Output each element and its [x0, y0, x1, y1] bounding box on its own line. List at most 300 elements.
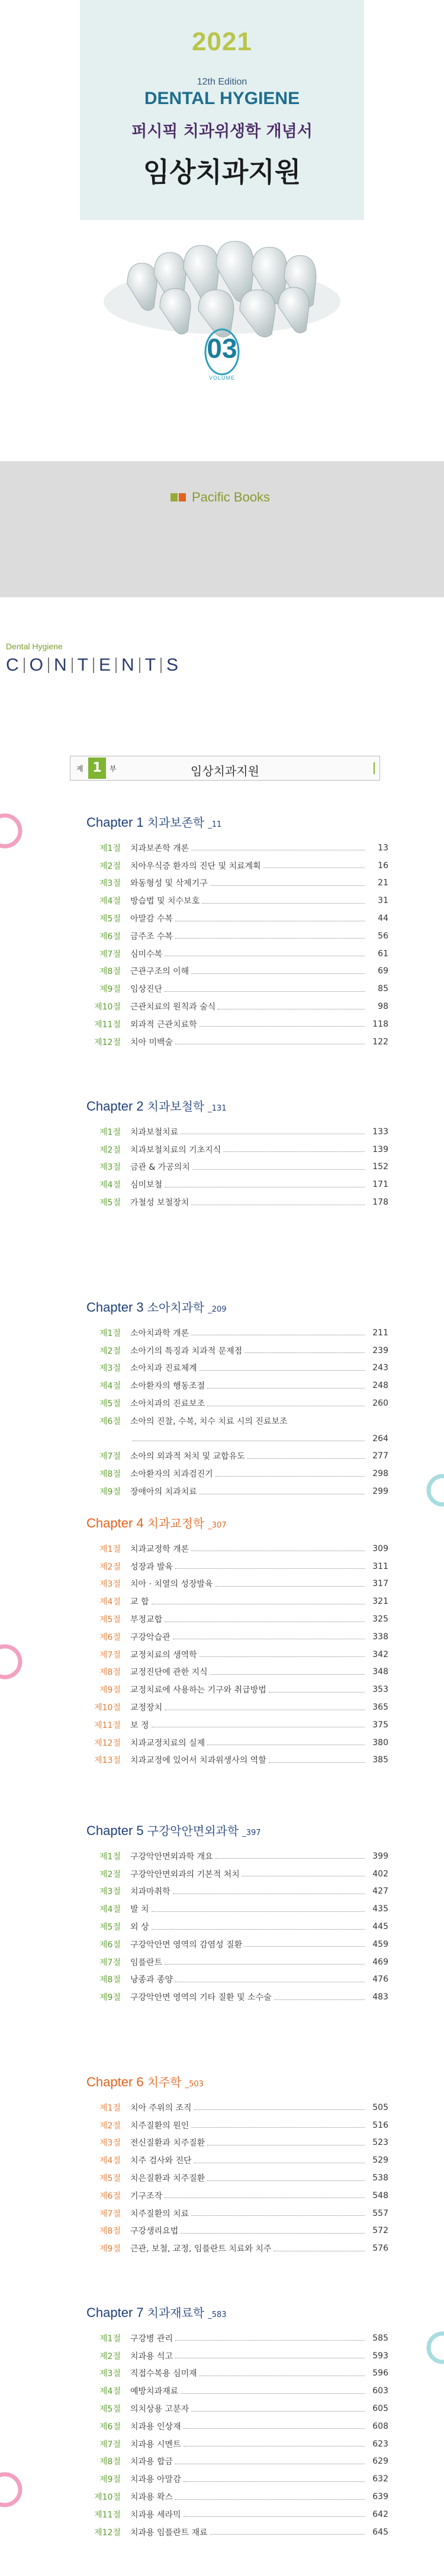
leader-dots	[202, 903, 365, 904]
toc-entry[interactable]	[86, 1394, 388, 1412]
chapter-name: 치과보존학	[147, 815, 205, 830]
section-number: 제6절	[99, 2422, 121, 2432]
section-number: 제8절	[99, 1668, 121, 1678]
section-title: 교정치료에 사용하는 기구와 취급방법	[130, 1685, 266, 1695]
section-title: 구강생리요법	[130, 2227, 179, 2237]
toc-entry[interactable]	[86, 2117, 388, 2134]
toc-entry[interactable]	[86, 1716, 388, 1734]
section-title: 전신질환과 치주질환	[130, 2138, 205, 2148]
toc-entry[interactable]	[86, 1681, 388, 1698]
leader-dots	[194, 2109, 365, 2110]
section-title: 근관, 보철, 교정, 임플란트 치료와 치주	[130, 2244, 272, 2254]
part-prefix: 제	[76, 765, 83, 773]
section-page: 629	[372, 2457, 388, 2467]
section-title: 심미수복	[130, 949, 163, 959]
section-number: 제6절	[99, 1940, 121, 1950]
section-title: 치아우식증 환자의 진단 및 치료계획	[130, 861, 261, 871]
toc-entry[interactable]	[86, 2187, 388, 2205]
leader-dots	[152, 1929, 365, 1930]
section-number: 제2절	[99, 2351, 121, 2361]
section-title: 치과용 인상재	[130, 2422, 181, 2432]
section-title: 치주질환의 치료	[130, 2209, 189, 2219]
section-number: 제4절	[99, 1381, 121, 1391]
leader-dots	[165, 1964, 365, 1965]
toc-entry[interactable]	[86, 1483, 388, 1500]
section-number: 제4절	[99, 1905, 121, 1915]
section-title: 교정치료의 생역학	[130, 1650, 197, 1660]
chapter-name: 소아치과학	[147, 1300, 205, 1315]
section-title: 치아 주위의 조직	[130, 2103, 192, 2113]
toc-entry[interactable]	[86, 1193, 388, 1211]
part-number: 1	[88, 758, 106, 779]
section-title: 기구조작	[130, 2191, 163, 2201]
contents-title	[6, 655, 178, 675]
section-title: 소아의 진찰, 수복, 치수 치료 시의 진료보조	[130, 1416, 288, 1426]
toc-entry[interactable]	[86, 2222, 388, 2240]
cover-year: 2021	[192, 27, 252, 56]
section-title: 소아환자의 치과검진기	[130, 1470, 213, 1480]
chapter-block	[86, 1298, 388, 1500]
chapter-heading[interactable]	[86, 1821, 388, 1847]
toc-entry[interactable]	[86, 1540, 388, 1558]
cover-title: 임상치과지원	[143, 156, 301, 188]
chapter-block	[86, 1821, 388, 2006]
section-number: 제6절	[99, 1416, 121, 1426]
section-title: 치은질환과 치주질환	[130, 2174, 205, 2184]
leader-dots	[200, 1656, 365, 1657]
section-number: 제6절	[99, 931, 121, 941]
toc-entry[interactable]	[86, 1575, 388, 1593]
contents-letter: N	[54, 655, 67, 675]
section-title: 금주조 수복	[130, 931, 173, 941]
section-title: 외과적 근관치료학	[130, 1020, 197, 1030]
toc-entry[interactable]	[86, 2435, 388, 2453]
section-page: 642	[372, 2509, 388, 2519]
section-title: 치아 미백술	[130, 1037, 173, 1047]
section-number: 제2절	[99, 861, 121, 871]
pink-circle-decoration	[0, 2457, 24, 2522]
section-page: 639	[372, 2492, 388, 2502]
section-number: 제7절	[99, 949, 121, 959]
section-number: 제2절	[99, 1145, 121, 1155]
contents-letter: E	[99, 655, 111, 675]
section-number: 제9절	[99, 985, 121, 995]
chapter-block	[86, 813, 388, 1051]
section-title: 직접수복용 심미재	[130, 2369, 197, 2379]
toc-entry[interactable]	[86, 1158, 388, 1176]
section-page: 299	[372, 1487, 388, 1497]
chapter-label: Chapter 3	[86, 1300, 144, 1315]
toc-entry[interactable]	[86, 1342, 388, 1360]
section-title: 구강악안면 영역의 기타 질환 및 소수술	[130, 1993, 272, 2003]
toc-entry[interactable]	[86, 1734, 388, 1752]
cover-volume-label: VOLUME	[208, 375, 235, 381]
section-number: 제12절	[94, 1037, 121, 1047]
contents-letter: N	[121, 655, 134, 675]
section-number: 제4절	[99, 1597, 121, 1607]
chapter-label: Chapter 4	[86, 1516, 144, 1530]
chapter-label: Chapter 1	[86, 815, 144, 830]
section-title: 치주질환의 원인	[130, 2121, 189, 2131]
chapter-name: 구강악안면외과학	[147, 1824, 239, 1838]
section-title: 소아치과학 개론	[130, 1328, 189, 1338]
section-number: 제6절	[99, 1632, 121, 1642]
section-page: 317	[372, 1579, 388, 1589]
section-page: 243	[372, 1363, 388, 1373]
section-title: 금관 & 가공의치	[130, 1163, 190, 1173]
chapter-label: Chapter 7	[86, 2305, 144, 2320]
toc-entry[interactable]	[86, 2240, 388, 2257]
section-number: 제7절	[99, 1957, 121, 1967]
section-number: 제9절	[99, 1993, 121, 2003]
section-number: 제1절	[99, 843, 121, 853]
toc-entry[interactable]	[86, 892, 388, 910]
toc-entry[interactable]	[86, 1936, 388, 1953]
leader-dots	[274, 1999, 365, 2000]
section-number: 제10절	[94, 1002, 121, 1012]
chapter-heading[interactable]	[86, 1298, 388, 1324]
section-page: 139	[372, 1144, 388, 1154]
toc-entry[interactable]	[86, 1015, 388, 1033]
section-page: 118	[372, 1019, 388, 1029]
toc-entry[interactable]	[86, 1465, 388, 1483]
section-title: 치과교정학 개론	[130, 1544, 189, 1554]
section-page: 239	[372, 1345, 388, 1355]
section-title: 장애아의 치과치료	[130, 1487, 197, 1497]
cover-edition: 12th Edition	[197, 77, 247, 87]
toc-entry[interactable]	[86, 1883, 388, 1901]
contents-letter: T	[144, 655, 156, 675]
section-number: 제3절	[99, 879, 121, 889]
part-header	[70, 756, 380, 781]
section-title: 치과용 시멘트	[130, 2439, 181, 2449]
section-page: 98	[378, 1002, 388, 1012]
section-title: 발 치	[130, 1905, 149, 1915]
section-page: 605	[372, 2404, 388, 2414]
section-title: 근관구조의 이해	[130, 967, 189, 977]
contents-letter: O	[29, 655, 44, 675]
section-page: 298	[372, 1469, 388, 1479]
leader-dots	[165, 991, 365, 992]
section-number: 제4절	[99, 2156, 121, 2166]
toc-entry[interactable]	[86, 1847, 388, 1865]
leader-dots	[191, 973, 365, 974]
section-page: 529	[372, 2156, 388, 2166]
section-number: 제1절	[99, 2103, 121, 2113]
section-title: 치과용 왁스	[130, 2493, 173, 2503]
toc-entry[interactable]	[86, 2151, 388, 2169]
section-page: 476	[372, 1975, 388, 1985]
contents-letter-divider	[24, 658, 25, 673]
section-number: 제1절	[99, 1544, 121, 1554]
book-cover	[0, 0, 444, 461]
contents-letter-divider	[115, 658, 117, 673]
toc-entry[interactable]	[86, 2453, 388, 2471]
toc-entry[interactable]	[86, 1900, 388, 1918]
contents-letter-divider	[48, 658, 49, 673]
toc-entry[interactable]	[86, 1752, 388, 1769]
contents-letter-divider	[139, 658, 140, 673]
chapter-name: 치과재료학	[147, 2306, 205, 2320]
toc-entry[interactable]	[86, 2382, 388, 2400]
section-title: 치과교정에 있어서 치과위생사의 역할	[130, 1756, 266, 1766]
section-number: 제2절	[99, 2121, 121, 2131]
toc-entry[interactable]	[86, 1988, 388, 2006]
section-page: 596	[372, 2368, 388, 2378]
section-page: 523	[372, 2138, 388, 2148]
toc-entry[interactable]	[86, 1412, 388, 1430]
section-page: 402	[372, 1869, 388, 1879]
cover-volume-number: 03	[207, 333, 237, 364]
section-page: 338	[372, 1632, 388, 1642]
section-page: 623	[372, 2439, 388, 2449]
cover-brand: DENTAL HYGIENE	[144, 89, 300, 108]
section-title: 보 정	[130, 1720, 149, 1730]
toc-entry[interactable]	[86, 1953, 388, 1971]
leader-dots	[210, 885, 365, 886]
section-page: 505	[372, 2102, 388, 2112]
toc-entry[interactable]	[86, 875, 388, 892]
toc-entry[interactable]	[86, 998, 388, 1015]
section-title: 치과마취학	[130, 1887, 170, 1897]
section-title: 치과용 임플란트 재료	[130, 2528, 208, 2538]
section-page: 593	[372, 2351, 388, 2361]
section-title: 외 상	[130, 1923, 149, 1933]
leader-dots	[181, 2233, 365, 2234]
leader-dots	[184, 2516, 365, 2517]
section-page: 342	[372, 1649, 388, 1659]
section-number: 제5절	[99, 2174, 121, 2184]
leader-dots	[269, 1762, 365, 1763]
part-suffix: 부	[110, 765, 117, 773]
section-page: 178	[372, 1198, 388, 1208]
section-page: 171	[372, 1180, 388, 1190]
section-page: 277	[372, 1451, 388, 1461]
toc-entry[interactable]	[86, 963, 388, 980]
toc-entry[interactable]	[86, 2470, 388, 2488]
chapter-page: _209	[208, 1305, 227, 1314]
section-page: 211	[372, 1328, 388, 1338]
leader-dots	[152, 1911, 365, 1912]
contents-letter-divider	[93, 658, 94, 673]
toc-entry[interactable]	[86, 1360, 388, 1377]
chapter-heading[interactable]	[86, 1514, 388, 1540]
toc-entry[interactable]	[86, 1628, 388, 1646]
chapter-label: Chapter 5	[86, 1823, 144, 1838]
publisher-logo	[170, 490, 270, 505]
toc-entry[interactable]	[86, 2365, 388, 2383]
chapter-heading[interactable]	[86, 2073, 388, 2099]
part-title: 임상치과지원	[191, 764, 259, 778]
toc-entry[interactable]	[86, 2523, 388, 2541]
toc-entry[interactable]	[86, 2488, 388, 2506]
toc-entry[interactable]	[86, 1141, 388, 1158]
section-title: 소아의 외과적 처치 및 교합유도	[130, 1452, 245, 1462]
toc-entry[interactable]	[86, 1448, 388, 1465]
cover-subtitle: 퍼시픽 치과위생학 개념서	[131, 122, 313, 141]
section-page: 13	[378, 843, 388, 853]
toc-entry[interactable]	[86, 1646, 388, 1664]
section-page: 399	[372, 1851, 388, 1861]
toc-entry[interactable]	[86, 1593, 388, 1610]
section-title: 치과용 아말감	[130, 2475, 181, 2485]
leader-dots	[184, 2428, 365, 2429]
section-page: 380	[372, 1737, 388, 1747]
section-title: 치과용 석고	[130, 2351, 173, 2361]
section-title: 교정진단에 관한 지식	[130, 1668, 208, 1678]
publisher-logo-icon	[170, 491, 188, 503]
toc-entry[interactable]	[86, 1123, 388, 1141]
toc-entry[interactable]	[86, 910, 388, 927]
toc-entry[interactable]	[86, 1558, 388, 1575]
section-number: 제8절	[99, 1470, 121, 1480]
section-page: 85	[378, 984, 388, 994]
section-title: 치과용 합금	[130, 2457, 173, 2467]
chapter-block	[86, 2303, 388, 2541]
chapter-name: 치과보철학	[147, 1099, 205, 1114]
toc-entry[interactable]	[86, 1664, 388, 1681]
section-number: 제5절	[99, 1923, 121, 1933]
toc-entry[interactable]	[86, 927, 388, 945]
section-page: 260	[372, 1399, 388, 1409]
section-number: 제10절	[94, 1703, 121, 1713]
chapter-page: _11	[208, 820, 222, 829]
toc-entry[interactable]	[86, 1865, 388, 1883]
section-title: 구강악안면 영역의 감염성 질환	[130, 1940, 243, 1950]
toc-entry[interactable]	[86, 1971, 388, 1989]
section-number: 제8절	[99, 2457, 121, 2467]
section-title: 근관치료의 원칙과 술식	[130, 1002, 216, 1012]
toc-entry[interactable]	[86, 1698, 388, 1716]
section-number: 제11절	[94, 1720, 121, 1730]
section-page: 44	[378, 914, 388, 924]
toc-entry[interactable]	[86, 2099, 388, 2117]
toc-entry[interactable]	[86, 945, 388, 963]
section-page: 427	[372, 1886, 388, 1897]
section-page: 459	[372, 1939, 388, 1949]
leader-dots	[215, 1586, 365, 1587]
section-number: 제3절	[99, 1580, 121, 1590]
toc-entry[interactable]	[86, 2329, 388, 2347]
section-page: 69	[378, 966, 388, 976]
leader-dots	[191, 2411, 365, 2412]
leader-dots	[175, 1568, 365, 1569]
section-number: 제10절	[94, 2493, 121, 2503]
section-title: 치과교정치료의 실제	[130, 1738, 205, 1748]
section-page: 61	[378, 949, 388, 959]
section-title: 구강악안면외과의 기본적 처치	[130, 1869, 240, 1879]
teal-circle-decoration	[420, 1461, 444, 1520]
leader-dots	[192, 1169, 365, 1170]
toc-entry[interactable]	[86, 2169, 388, 2187]
section-page: 248	[372, 1381, 388, 1391]
section-title: 성장과 발육	[130, 1562, 173, 1572]
section-title: 소아환자의 행동조절	[130, 1381, 205, 1391]
section-page: 309	[372, 1543, 388, 1554]
toc-entry[interactable]	[86, 2205, 388, 2222]
section-number: 제9절	[99, 2244, 121, 2254]
section-title: 와동형성 및 삭제기구	[130, 879, 208, 889]
publisher-band	[0, 461, 444, 597]
section-title: 치과보존학 개론	[130, 843, 189, 853]
toc-entry-continued	[86, 1430, 388, 1448]
section-number: 제4절	[99, 897, 121, 907]
toc-entry[interactable]	[86, 839, 388, 857]
section-title: 구강악안면외과학 개요	[130, 1852, 213, 1862]
section-title: 교정장치	[130, 1703, 163, 1713]
section-number: 제8절	[99, 1975, 121, 1985]
section-title: 임플란트	[130, 1957, 163, 1967]
toc-entry[interactable]	[86, 1610, 388, 1628]
section-number: 제3절	[99, 1887, 121, 1897]
leader-dots	[175, 2340, 365, 2341]
section-number: 제12절	[94, 1738, 121, 1748]
section-page: 516	[372, 2120, 388, 2130]
chapter-heading[interactable]	[86, 813, 388, 839]
toc-entry[interactable]	[86, 2418, 388, 2435]
section-number: 제3절	[99, 2369, 121, 2379]
leader-dots	[207, 2180, 365, 2181]
toc-entry[interactable]	[86, 2347, 388, 2365]
section-page: 321	[372, 1597, 388, 1607]
section-title: 치과보철치료	[130, 1127, 179, 1137]
toc-entry[interactable]	[86, 1033, 388, 1051]
chapter-page: _503	[185, 2080, 204, 2089]
leader-dots	[223, 1151, 365, 1152]
chapter-label: Chapter 2	[86, 1099, 144, 1114]
section-number: 제7절	[99, 2439, 121, 2449]
toc-entry[interactable]	[86, 1176, 388, 1193]
chapter-heading[interactable]	[86, 1097, 388, 1123]
chapter-heading[interactable]	[86, 2303, 388, 2329]
section-number: 제6절	[99, 2191, 121, 2201]
section-page: 325	[372, 1614, 388, 1624]
section-page: 548	[372, 2190, 388, 2200]
toc-entry[interactable]	[86, 1324, 388, 1342]
section-number: 제3절	[99, 1163, 121, 1173]
section-title: 치아 · 치열의 성장발육	[130, 1580, 213, 1590]
section-title: 교 합	[130, 1597, 149, 1607]
section-number: 제4절	[99, 1180, 121, 1190]
section-page: 557	[372, 2208, 388, 2218]
section-number: 제13절	[94, 1756, 121, 1766]
toc-entry[interactable]	[86, 1377, 388, 1394]
leader-dots	[175, 938, 365, 939]
leader-dots	[210, 2534, 365, 2535]
section-title: 치과보철치료의 기초지식	[130, 1145, 221, 1155]
toc-entry[interactable]	[86, 2134, 388, 2152]
section-page: 538	[372, 2173, 388, 2183]
section-title: 소아치과의 진료보조	[130, 1399, 205, 1409]
leader-dots	[175, 2499, 365, 2500]
section-title: 소아치과 진료체계	[130, 1364, 197, 1374]
toc-entry[interactable]	[86, 2506, 388, 2523]
section-number: 제7절	[99, 1650, 121, 1660]
section-title: 심미보철	[130, 1180, 163, 1190]
section-title: 소아기의 특징과 치과적 문제점	[130, 1346, 243, 1356]
publisher-name: Pacific Books	[192, 490, 271, 504]
contents-letter: C	[6, 655, 19, 675]
toc-entry[interactable]	[86, 980, 388, 998]
section-number: 제3절	[99, 1364, 121, 1374]
toc-entry[interactable]	[86, 2400, 388, 2418]
section-page: 133	[372, 1127, 388, 1137]
section-page: 435	[372, 1904, 388, 1914]
leader-dots	[247, 1458, 365, 1459]
toc-entry[interactable]	[86, 1918, 388, 1936]
section-number: 제4절	[99, 2387, 121, 2397]
toc-entry[interactable]	[86, 857, 388, 875]
